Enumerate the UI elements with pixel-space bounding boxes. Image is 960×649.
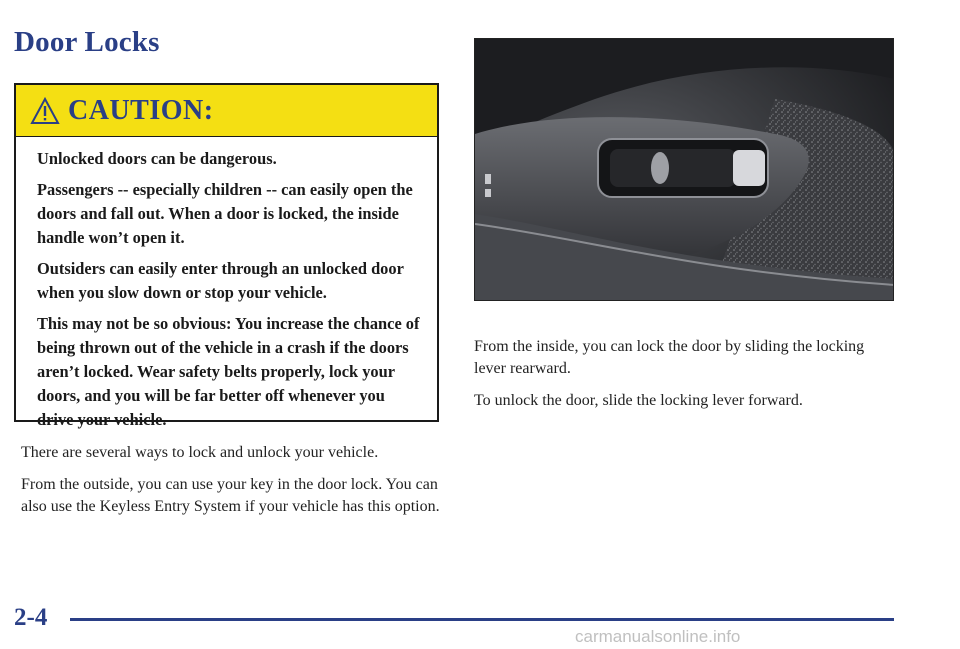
caution-paragraph: Passengers -- especially children -- can easily open the doors and fall out. When a door is locked, the inside handle won’t open it. xyxy=(37,180,413,247)
body-paragraph: To unlock the door, slide the locking lever forward. xyxy=(474,392,803,409)
body-paragraph: From the inside, you can lock the door by sliding the locking lever rearward. xyxy=(474,338,865,377)
footer-rule xyxy=(70,618,894,621)
body-paragraph: From the outside, you can use your key in the door lock. You can also use the Keyless Entry System if your vehicle has this option. xyxy=(21,476,440,515)
caution-paragraph: Unlocked doors can be dangerous. xyxy=(37,149,277,168)
caution-box xyxy=(14,83,439,429)
warning-triangle-icon xyxy=(30,97,60,125)
caution-label: CAUTION: xyxy=(68,94,214,126)
watermark: carmanualsonline.info xyxy=(575,627,741,646)
right-body-text xyxy=(474,336,894,422)
caution-header xyxy=(16,85,437,137)
caution-paragraph: Outsiders can easily enter through an unlocked door when you slow down or stop your vehicle. xyxy=(37,259,404,302)
page-number: 2-4 xyxy=(14,604,48,631)
caution-body xyxy=(16,137,437,432)
body-paragraph: There are several ways to lock and unlock your vehicle. xyxy=(21,444,379,461)
caution-paragraph: This may not be so obvious: You increase the chance of being thrown out of the vehicle in a crash if the doors aren’t locked. Wear safety belts properly, lock your doors, and you will be far better off whenever you drive your vehicle. xyxy=(37,314,420,429)
page-title: Door Locks xyxy=(14,26,160,58)
door-lock-lever-photo xyxy=(474,38,894,301)
left-body-text xyxy=(21,442,446,528)
